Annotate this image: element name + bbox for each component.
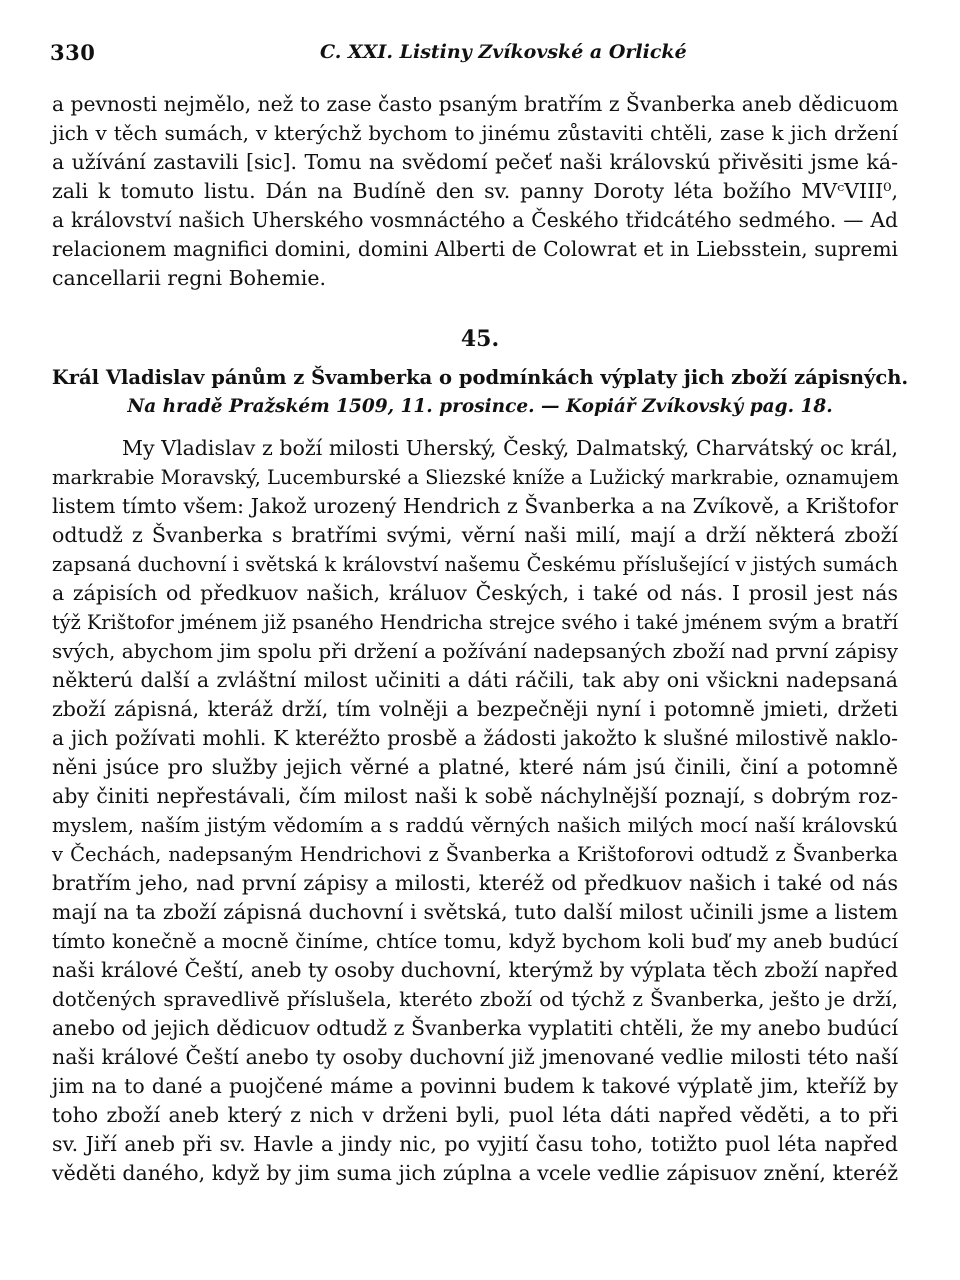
text-line: cancellarii regni Bohemie. [52,266,326,290]
running-title: C. XXI. Listiny Zvíkovské a Orlické [320,41,687,63]
text-line: a zápisích od předkuov našich, králuov Českých, i také od nás. I prosil jest nás [52,581,898,605]
text-line: zboží zápisná, kteráž drží, tím volněji a bezpečněji nyní i potomně jmieti, držeti [52,697,898,721]
text-line: a jich požívati mohli. K kteréžto prosbě a žádosti jakožto k slušné milostivě naklo- [52,726,898,750]
text-line: sv. Jiří aneb při sv. Havle a jindy nic, po vyjití času toho, totižto puol léta napřed [52,1132,898,1156]
document-heading: Král Vladislav pánům z Švamberka o podmínkách výplaty jich zboží zápisných. [51,366,909,389]
text-line: bratřím jeho, nad první zápisy a milosti, kteréž od předkuov našich i také od nás [52,871,898,895]
text-line: a pevnosti nejmělo, než to zase často psaným bratřím z Švanberka aneb dědicuom [52,92,899,116]
text-line: zali k tomuto listu. Dán na Budíně den sv. panny Doroty léta božího MVᶜVIII⁰, [52,179,898,203]
running-head [50,40,898,70]
text-line: aby činiti nepřestávali, čím milost naši k sobě náchylnější poznají, s dobrým roz- [52,784,898,808]
document-body [52,434,898,1188]
text-line: některú další a zvláštní milost učiniti a dáti ráčili, tak aby oni všickni nadepsaná [52,668,898,692]
document-dateline: Na hradě Pražském 1509, 11. prosince. — Kopiář Zvíkovský pag. 18. [127,396,833,417]
text-line: myslem, naším jistým vědomím a s raddú věrných našich milých mocí naší královskú [52,814,898,837]
text-line: v Čechách, nadepsaným Hendrichovi z Švanberka a Krištoforovi odtudž z Švanberka [52,843,898,866]
text-line: svých, abychom jim spolu při držení a požívání nadepsaných zboží nad první zápisy [52,639,898,663]
text-line: něni jsúce pro služby jejich věrné a platné, které nám jsú činili, činí a potomně [52,755,898,779]
text-line: odtudž z Švanberka s bratřími svými, věrní naši milí, mají a drží některá zboží [52,523,898,547]
text-line: relacionem magnifici domini, domini Alberti de Colowrat et in Liebsstein, supremi [52,237,898,261]
text-line: anebo od jejich dědicuov odtudž z Švanberka vyplatiti chtěli, že my anebo budúcí [52,1016,898,1040]
text-line: věděti daného, když by jim suma jich zúplna a vcele vedlie zápisuov znění, kteréž [52,1161,898,1185]
text-line: a užívání zastavili [sic]. Tomu na svědomí pečeť naši královskú přivěsiti jsme ká- [52,150,898,174]
document-number: 45. [460,326,500,352]
text-line: dotčených spravedlivě příslušela, kteréto zboží od týchž z Švanberka, ješto je drží, [52,987,898,1011]
text-line: naši králové Čeští, aneb ty osoby duchovní, kterýmž by výplata těch zboží napřed [52,958,898,982]
continued-paragraph [52,90,898,293]
text-line: markrabie Moravský, Lucemburské a Sliezské kníže a Lužický markrabie, oznamujem [52,466,899,489]
text-line: zapsaná duchovní i světská k království našemu Českému příslušející v jistých sumách [52,553,898,576]
text-line: naši králové Čeští anebo ty osoby duchovní již jmenované vedlie milosti této naší [52,1045,898,1069]
text-line: mají na ta zboží zápisná duchovní i světská, tuto další milost učinili jsme a listem [52,900,898,924]
text-line: My Vladislav z boží milosti Uherský, Český, Dalmatský, Charvátský oc král, [122,436,898,460]
text-line: listem tímto všem: Jakož urozený Hendrich z Švanberka a na Zvíkově, a Krištofor [52,494,898,518]
text-line: toho zboží aneb který z nich v drženi byli, puol léta dáti napřed věděti, a to při [52,1103,898,1127]
text-line: a království našich Uherského vosmnáctého a Českého třidcátého sedmého. — Ad [52,208,898,232]
text-line: týž Krištofor jménem již psaného Hendricha strejce svého i také jménem svým a bratří [52,611,898,634]
text-line: jich v těch sumách, v kterýchž bychom to jinému zůstaviti chtěli, zase k jich držení [52,121,898,145]
text-line: tímto konečně a mocně činíme, chtíce tomu, když bychom koli buď my aneb budúcí [52,929,898,953]
text-line: jim na to dané a puojčené máme a povinni budem k takové výplatě jim, kteříž by [52,1074,898,1098]
page-number: 330 [50,40,96,65]
